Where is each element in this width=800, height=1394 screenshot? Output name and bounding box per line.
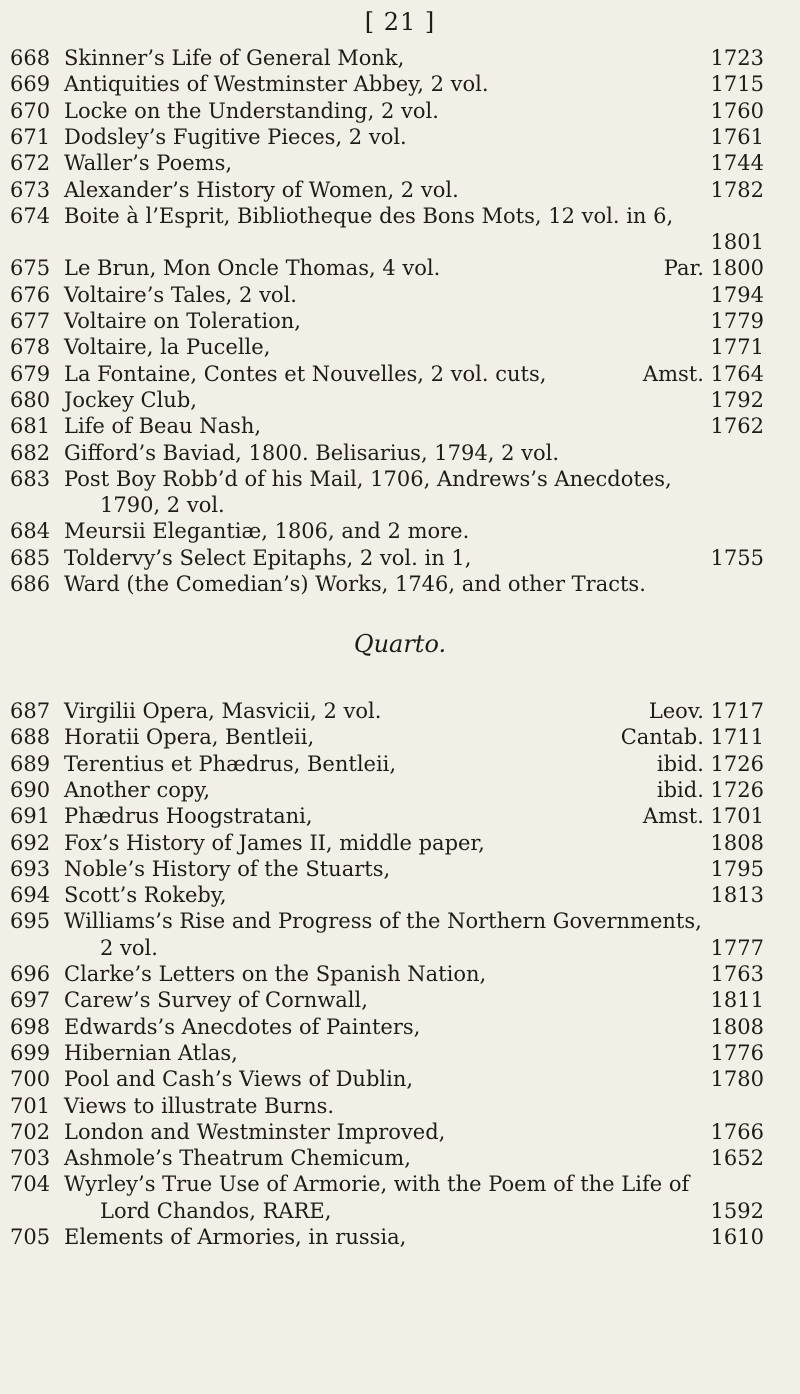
lot-imprint: 1761 (710, 124, 764, 149)
lot-number: 677 (10, 309, 51, 333)
lot-imprint: 1811 (710, 988, 764, 1013)
lot-imprint: 1794 (710, 282, 764, 307)
lot-title: Virgilii Opera, Masvicii, 2 vol. (64, 699, 382, 723)
lot-title: La Fontaine, Contes et Nouvelles, 2 vol. cuts, (64, 361, 547, 386)
lot-number: 695 (10, 909, 51, 934)
lot-number: 700 (10, 1067, 51, 1092)
lot-title: Ashmole’s Theatrum Chemicum, (64, 1146, 411, 1171)
lot-imprint: 1808 (710, 830, 764, 855)
lot-title: Elements of Armories, in russia, (64, 1225, 407, 1249)
lot-title: Antiquities of Westminster Abbey, 2 vol. (64, 72, 489, 97)
lot-number: 670 (10, 98, 51, 123)
lot-imprint: 1744 (710, 151, 764, 176)
lot-title: Dodsley’s Fugitive Pieces, 2 vol. (64, 124, 407, 149)
lot-imprint: 1808 (710, 1014, 764, 1039)
lot-number: 671 (10, 124, 51, 149)
lot-title-continued: 2 vol. (100, 935, 158, 960)
lot-imprint: 1715 (710, 72, 764, 97)
lot-imprint: ibid. 1726 (656, 751, 764, 776)
lot-title: Pool and Cash’s Views of Dublin, (64, 1067, 414, 1092)
lot-imprint: 1766 (710, 1119, 764, 1144)
lot-imprint: 1763 (710, 962, 764, 986)
lot-imprint: Cantab. 1711 (620, 725, 764, 750)
lot-imprint: 1723 (710, 46, 764, 70)
lot-title-continued: Lord Chandos, RARE, (100, 1198, 332, 1223)
lot-title: Clarke’s Letters on the Spanish Nation, (64, 962, 487, 986)
lot-title: Fox’s History of James II, middle paper, (64, 830, 485, 855)
lot-imprint: 1652 (710, 1146, 764, 1171)
lot-number: 685 (10, 545, 51, 570)
lot-title: Voltaire’s Tales, 2 vol. (64, 282, 297, 307)
lot-title: Voltaire on Toleration, (64, 309, 301, 333)
lot-number: 698 (10, 1014, 51, 1039)
lot-imprint: ibid. 1726 (656, 777, 764, 802)
lot-imprint: 1760 (710, 98, 764, 123)
lot-title: Life of Beau Nash, (64, 414, 262, 439)
lot-title: Wyrley’s True Use of Armorie, with the Poem of the Life of (64, 1172, 690, 1197)
lot-title: Phædrus Hoogstratani, (64, 804, 313, 829)
lot-title: Scott’s Rokeby, (64, 883, 227, 908)
page-number: [ 21 ] (364, 8, 436, 36)
lot-imprint: 1776 (710, 1040, 764, 1065)
lot-imprint: 1801 (710, 230, 764, 255)
lot-imprint: 1610 (710, 1225, 764, 1249)
lot-title: Skinner’s Life of General Monk, (64, 46, 405, 70)
lot-imprint: 1762 (710, 414, 764, 439)
lot-title: Noble’s History of the Stuarts, (64, 856, 391, 881)
lot-title: Terentius et Phædrus, Bentleii, (64, 751, 397, 776)
lot-number: 684 (10, 519, 51, 544)
lot-number: 687 (10, 699, 51, 723)
lot-imprint: 1813 (710, 883, 764, 908)
lot-title: Jockey Club, (64, 387, 197, 412)
lot-title: Meursii Elegantiæ, 1806, and 2 more. (64, 519, 470, 544)
lot-imprint: 1771 (710, 335, 764, 360)
lot-title: London and Westminster Improved, (64, 1119, 446, 1144)
lot-title: Another copy, (64, 777, 211, 802)
lot-number: 693 (10, 856, 51, 881)
lot-imprint: 1780 (710, 1067, 764, 1092)
lot-imprint: 1782 (710, 177, 764, 202)
lot-number: 689 (10, 751, 51, 776)
lot-number: 669 (10, 72, 51, 97)
lot-number: 678 (10, 335, 51, 360)
lot-title: Voltaire, la Pucelle, (64, 335, 271, 360)
lot-title: Views to illustrate Burns. (64, 1093, 335, 1118)
lot-number: 705 (10, 1225, 51, 1249)
lot-number: 692 (10, 830, 51, 855)
lot-number: 683 (10, 466, 51, 491)
lot-title: Post Boy Robb’d of his Mail, 1706, Andrews’s Anecdotes, (64, 466, 672, 491)
lot-imprint: 1777 (710, 935, 764, 960)
lot-title: Alexander’s History of Women, 2 vol. (64, 177, 459, 202)
lot-number: 672 (10, 151, 51, 176)
lot-title: Horatii Opera, Bentleii, (64, 725, 315, 750)
lot-number: 702 (10, 1119, 51, 1144)
lot-number: 696 (10, 962, 51, 986)
lot-imprint: Leov. 1717 (648, 699, 764, 723)
lot-number: 699 (10, 1040, 51, 1065)
lot-title: Gifford’s Baviad, 1800. Belisarius, 1794, 2 vol. (64, 440, 560, 465)
lot-number: 690 (10, 777, 51, 802)
lot-title: Ward (the Comedian’s) Works, 1746, and other Tracts. (64, 572, 646, 596)
lot-title: Locke on the Understanding, 2 vol. (64, 98, 439, 123)
lot-number: 679 (10, 361, 51, 386)
lot-title: Le Brun, Mon Oncle Thomas, 4 vol. (64, 256, 441, 281)
lot-number: 681 (10, 414, 51, 439)
lot-number: 686 (10, 572, 51, 596)
lot-number: 697 (10, 988, 51, 1013)
lot-title: Waller’s Poems, (64, 151, 233, 176)
lot-imprint: 1792 (710, 387, 764, 412)
lot-imprint: 1779 (710, 309, 764, 333)
lot-number: 694 (10, 883, 51, 908)
lot-title: Edwards’s Anecdotes of Painters, (64, 1014, 421, 1039)
lot-number: 703 (10, 1146, 51, 1171)
lot-number: 688 (10, 725, 51, 750)
lot-imprint: Amst. 1701 (642, 804, 764, 829)
lot-number: 704 (10, 1172, 51, 1197)
lot-imprint: Par. 1800 (663, 256, 764, 281)
lot-number: 701 (10, 1093, 51, 1118)
lot-title-continued: 1790, 2 vol. (100, 493, 225, 518)
lot-number: 668 (10, 46, 51, 70)
lot-title: Boite à l’Esprit, Bibliotheque des Bons Mots, 12 vol. in 6, (64, 203, 674, 228)
lot-imprint: 1755 (710, 545, 764, 570)
lot-number: 676 (10, 282, 51, 307)
lot-number: 675 (10, 256, 51, 281)
lot-number: 691 (10, 804, 51, 829)
lot-number: 673 (10, 177, 51, 202)
lot-imprint: 1592 (710, 1198, 764, 1223)
lot-imprint: 1795 (710, 856, 764, 881)
lot-imprint: Amst. 1764 (642, 361, 764, 386)
lot-title: Williams’s Rise and Progress of the Northern Governments, (64, 909, 702, 934)
lot-title: Hibernian Atlas, (64, 1040, 238, 1065)
lot-number: 682 (10, 440, 51, 465)
lot-title: Toldervy’s Select Epitaphs, 2 vol. in 1, (64, 545, 472, 570)
lot-number: 680 (10, 387, 51, 412)
lot-title: Carew’s Survey of Cornwall, (64, 988, 368, 1013)
section-heading: Quarto. (353, 630, 447, 658)
lot-number: 674 (10, 203, 51, 228)
